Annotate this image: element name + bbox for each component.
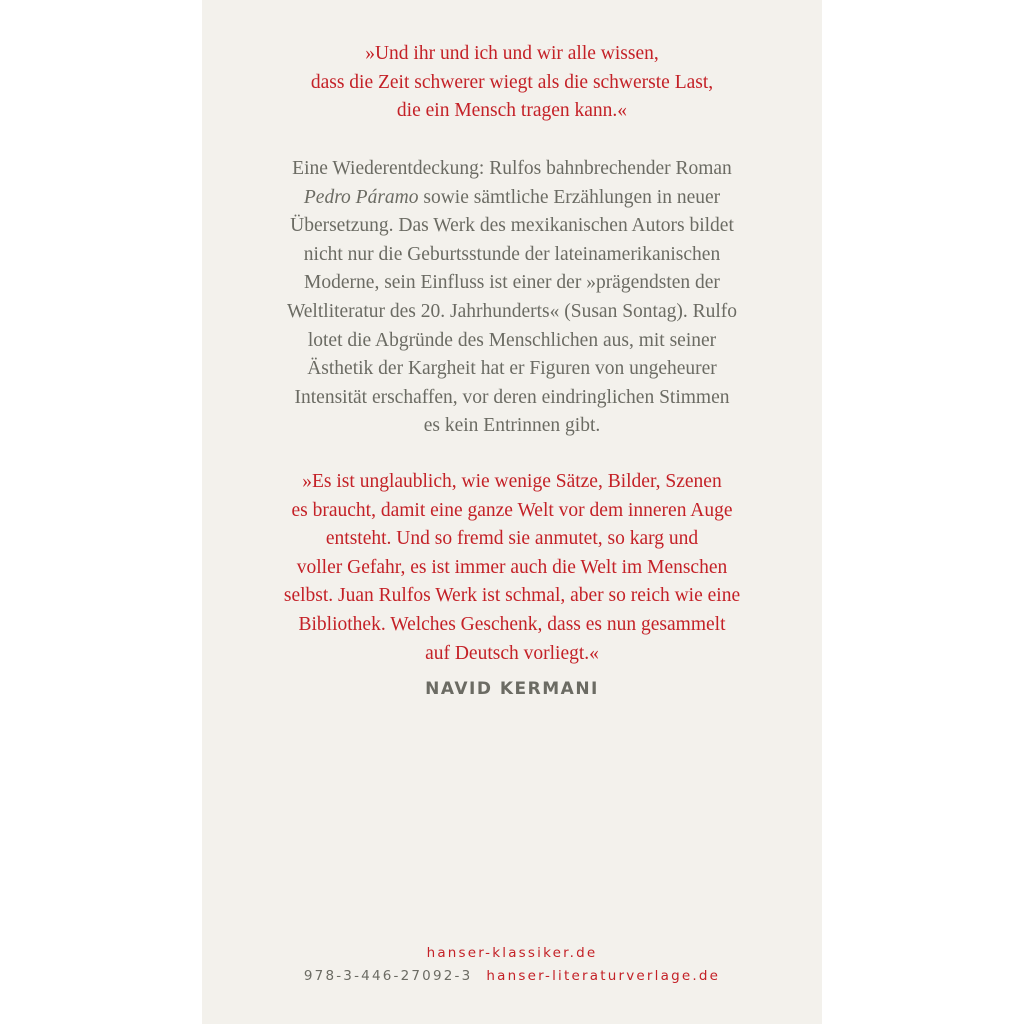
quote-line: selbst. Juan Rulfos Werk ist schmal, aber so reich wie eine: [283, 585, 741, 607]
opening-quote: [202, 40, 822, 126]
quote-line: »Und ihr und ich und wir alle wissen,: [365, 43, 659, 64]
blurb-line: es kein Entrinnen gibt.: [423, 415, 601, 437]
quote-line: dass die Zeit schwerer wiegt als die schwerste Last,: [310, 71, 714, 93]
blurb-line: Moderne, sein Einfluss ist einer der »prägendsten der: [304, 272, 720, 294]
quote-line: voller Gefahr, es ist immer auch die Welt im Menschen: [296, 556, 728, 578]
blurb-line: Eine Wiederentdeckung: Rulfos bahnbrechender Roman: [292, 158, 732, 179]
blurb-text: [202, 155, 822, 441]
footer-row: [202, 965, 822, 987]
blurb-line: Intensität erschaffen, vor deren eindringlichen Stimmen: [294, 386, 730, 408]
isbn-number: 978-3-446-27092-3: [303, 968, 473, 984]
blurb-line: [202, 184, 822, 213]
book-title: Pedro Páramo: [303, 186, 419, 208]
book-back-cover: [202, 0, 822, 1024]
quote-line: es braucht, damit eine ganze Welt vor dem inneren Auge: [291, 499, 733, 521]
quote-line: Bibliothek. Welches Geschenk, dass es nun gesammelt: [298, 613, 726, 635]
klassiker-url: hanser-klassiker.de: [426, 945, 598, 961]
blurb-line: lotet die Abgründe des Menschlichen aus, mit seiner: [307, 329, 717, 351]
quote-line: entsteht. Und so fremd sie anmutet, so karg und: [325, 528, 699, 550]
quote-line: auf Deutsch vorliegt.«: [425, 642, 599, 664]
blurb-line: Übersetzung. Das Werk des mexikanischen Autors bildet: [290, 215, 734, 237]
blurb-line: nicht nur die Geburtsstunde der lateinamerikanischen: [303, 243, 721, 265]
quote-line: die ein Mensch tragen kann.«: [396, 100, 628, 122]
literaturverlage-url: hanser-literaturverlage.de: [486, 968, 721, 984]
endorsement-quote: [202, 468, 822, 668]
quote-line: »Es ist unglaublich, wie wenige Sätze, Bilder, Szenen: [302, 471, 722, 492]
blurb-line: Ästhetik der Kargheit hat er Figuren von ungeheurer: [307, 358, 717, 380]
quote-author: NAVID KERMANI: [425, 679, 599, 699]
blurb-line-rest: sowie sämtliche Erzählungen in neuer: [418, 186, 721, 208]
blurb-line: Weltliteratur des 20. Jahrhunderts« (Susan Sontag). Rulfo: [286, 300, 738, 322]
